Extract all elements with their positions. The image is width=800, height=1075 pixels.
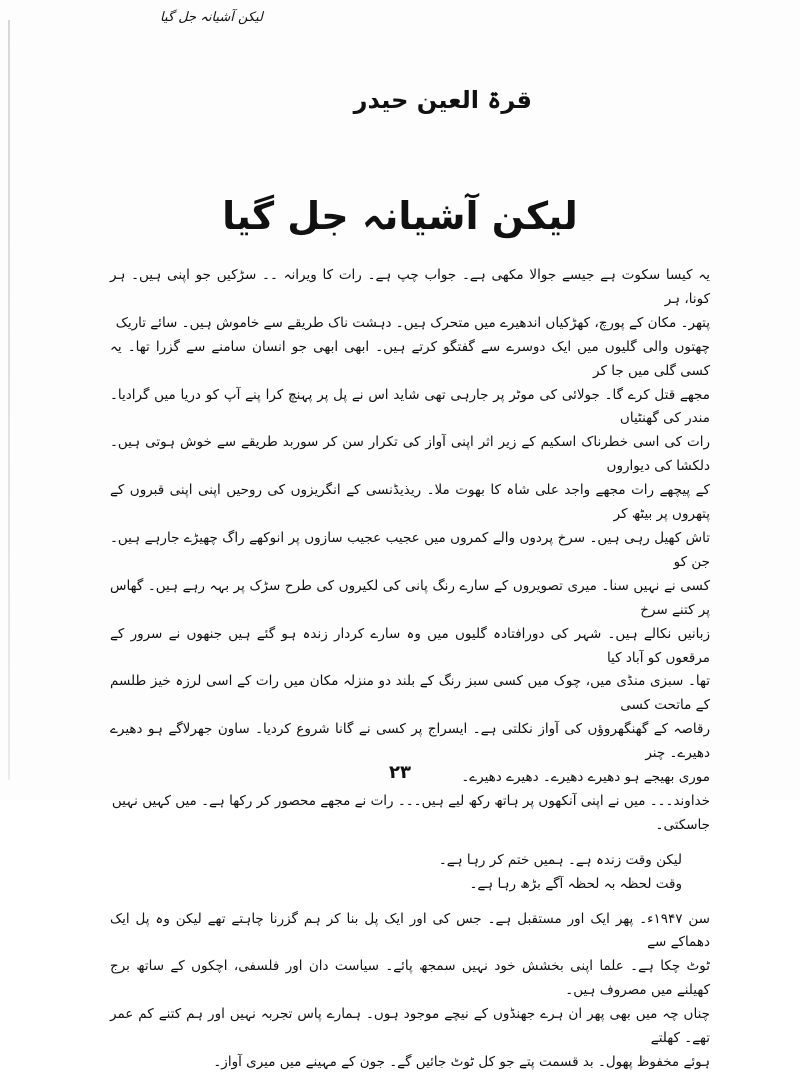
body-line: چناں چہ میں بھی پھر ان ہرے جھنڈوں کے نیچے موجود ہوں۔ ہمارے پاس تجربہ نہیں اور ہم کتنے کم عمر تھے۔ کھلتے: [110, 1006, 710, 1047]
body-line: یہ کیسا سکوت ہے جیسے جوالا مکھی ہے۔ جواب چپ ہے۔ رات کا ویرانہ ۔۔ سڑکیں جو اپنی ہیں۔ ہر کونا، ہر: [110, 267, 710, 307]
body-line: تاش کھیل رہی ہیں۔ سرخ پردوں والے کمروں میں عجیب عجیب سازوں پر انوکھے راگ چھیڑے جارہے ہیں۔ جن کو: [110, 529, 710, 570]
author-name: قرۃ العین حیدر: [353, 86, 532, 114]
body-line: ہوئے مخفوظ پھول۔ بد قسمت پتے جو کل ٹوٹ جائیں گے۔ جون کے مہینے میں میری آواز۔: [213, 1054, 710, 1070]
body-line: سن ۱۹۴۷ء۔ پھر ایک اور مستقبل ہے۔ جس کی اور ایک پل بنا کر ہم گزرنا چاہتے تھے لیکن وہ پل ایک دھماکے سے: [110, 910, 710, 951]
page-number: ۲۳: [389, 762, 411, 783]
body-line: کے پیچھے رات مجھے واجد علی شاہ کا بھوت ملا۔ ریذیڈنسی کے انگریزوں کی روحیں اپنی اپنی قبروں کے پتھروں پر بیٹھ کر: [110, 482, 710, 523]
body-line: موری بھیجے ہو دھیرے دھیرے۔ دھیرے دھیرے۔: [461, 769, 710, 786]
body-line: جاسکتی۔: [655, 816, 710, 833]
story-body: [110, 264, 710, 1075]
body-line: ٹوٹ چکا ہے۔ علما اپنی بخشش خود نہیں سمجھ پائے۔ سیاست دان اور فلسفی، اچکوں کے ساتھ برج کھیلنے میں مصروف ہیں۔: [110, 958, 710, 999]
body-line: رقاصہ کے گھنگھروؤں کی آواز نکلتی ہے۔ ایسراج پر کسی نے گانا شروع کردیا۔ ساون جھرلاگے ہو دھیرے دھیرے۔ چنر: [110, 721, 710, 762]
story-title: لیکن آشیانہ جل گیا: [222, 194, 578, 238]
short-line: وقت لحظہ بہ لحظہ آگے بڑھ رہا ہے۔: [469, 875, 682, 892]
short-line: لیکن وقت زندہ ہے۔ ہمیں ختم کر رہا ہے۔: [438, 851, 682, 868]
body-line: خداوند۔۔۔ میں نے اپنی آنکھوں پر ہاتھ رکھ لیے ہیں۔۔۔ رات نے مجھے محصور کر رکھا ہے۔ میں کہیں نہیں: [111, 792, 710, 809]
running-head: لیکن آشیانہ جل گیا: [160, 10, 263, 25]
body-line: رات کی اسی خطرناک اسکیم کے زیر اثر اپنی آواز کی تکرار سن کر سوربد طریقے سے خوش ہوتی ہیں۔ دلکشا کی دیواروں: [110, 434, 710, 475]
body-line: زبانیں نکالے ہیں۔ شہر کی دورافتادہ گلیوں میں وہ سارے کردار زندہ ہو گئے ہیں جنھوں نے سرور کے مرقعوں کو آباد کیا: [110, 625, 710, 666]
body-line: تھا۔ سبزی منڈی میں، چوک میں کسی سبز رنگ کے بلند دو منزلہ مکان میں رات کے اسی لرزہ خیز طلسم کے ماتحت کسی: [110, 673, 710, 714]
body-line: مجھے قتل کرے گا۔ جولائی کی موٹر پر جارہی تھی شاید اس نے پل پر پہنچ کرا پنے آپ کو دریا میں گرادیا۔ مندر کی گھنٹیاں: [110, 386, 710, 427]
body-line: پتھر۔ مکان کے پورچ، کھڑکیاں اندھیرے میں متحرک ہیں۔ دہشت ناک طریقے سے خاموش ہیں۔ سائے تاریک: [115, 314, 710, 331]
body-line: کسی نے نہیں سنا۔ میری تصویروں کے سارے رنگ پانی کی لکیروں کی طرح سڑک پر بہہ رہے ہیں۔ گھاس پر کتنے سرخ: [110, 577, 710, 618]
page-edge-shadow: [8, 20, 10, 780]
body-line: چھتوں والی گلیوں میں ایک دوسرے سے گفتگو کرتے ہیں۔ ابھی ابھی جو انسان سامنے سے گزرا تھا۔ یہ کسی گلی میں جا کر: [110, 338, 710, 379]
